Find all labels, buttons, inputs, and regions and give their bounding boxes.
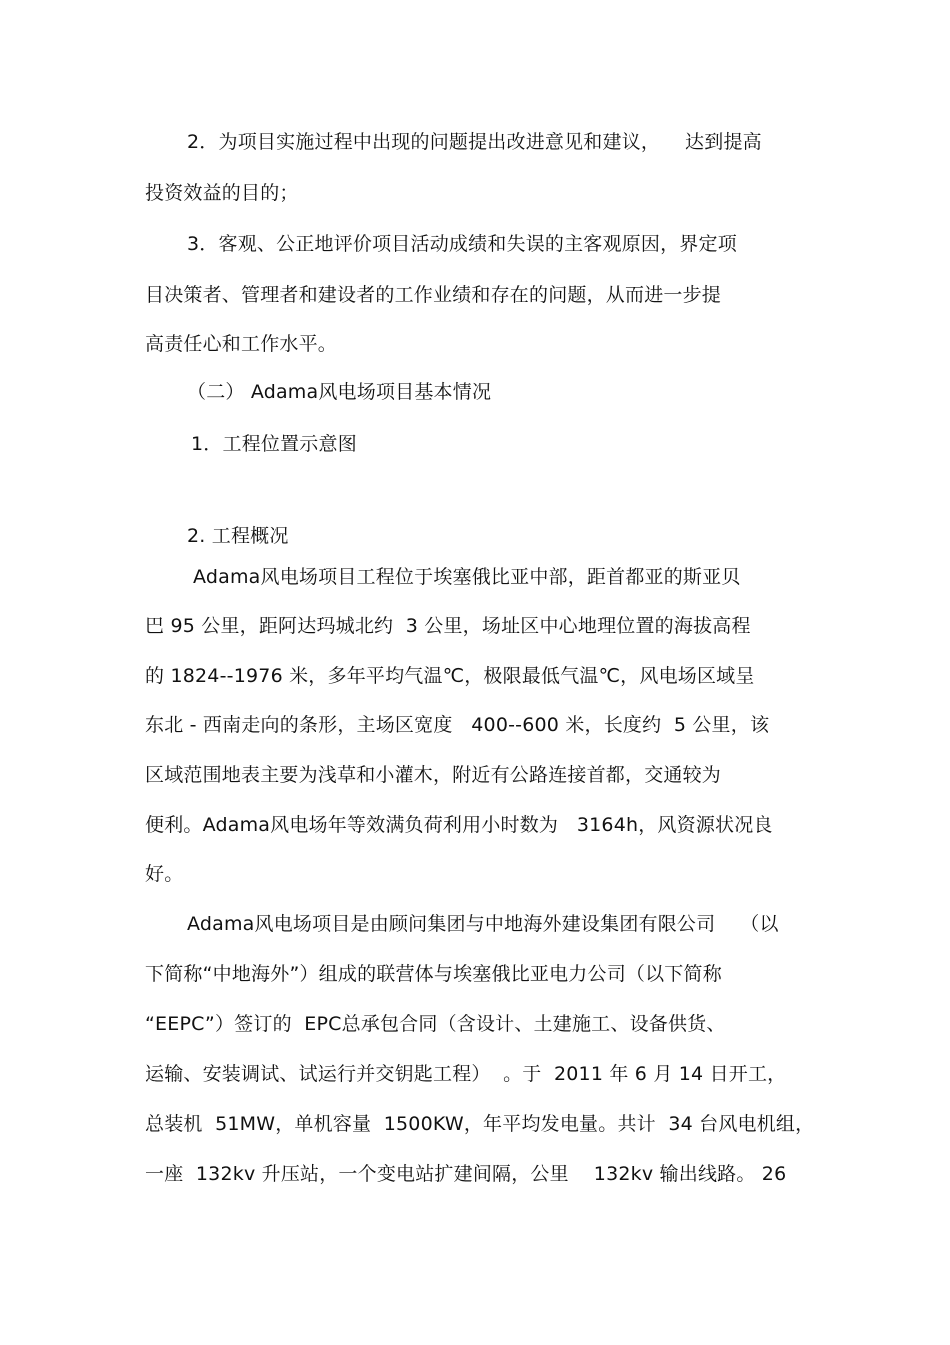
text-line-10: 巴 95 公里，距阿达玛城北约 3 公里，场址区中心地理位置的海拔高程	[145, 615, 751, 637]
text-line-4: 目决策者、管理者和建设者的工作业绩和存在的问题，从而进一步提	[145, 284, 722, 306]
text-line-12: 东北 - 西南走向的条形，主场区宽度 400--600 米，长度约 5 公里，该	[145, 714, 770, 736]
text-line-11: 的 1824--1976 米，多年平均气温℃，极限最低气温℃，风电场区域呈	[145, 665, 755, 687]
text-line-15: 好。	[145, 863, 184, 885]
text-line-2: 投资效益的目的；	[145, 182, 299, 204]
subheading-overview: 2. 工程概况	[187, 525, 289, 547]
text-line-13: 区域范围地表主要为浅草和小灌木，附近有公路连接首都，交通较为	[145, 764, 722, 786]
text-line-17: 下简称“中地海外”）组成的联营体与埃塞俄比亚电力公司（以下简称	[145, 963, 722, 985]
text-line-3: 3．客观、公正地评价项目活动成绩和失误的主客观原因，界定项	[187, 233, 737, 255]
text-line-21: 一座 132kv 升压站，一个变电站扩建间隔，公里 132kv 输出线路。 26	[145, 1163, 787, 1185]
text-line-5: 高责任心和工作水平。	[145, 333, 338, 355]
text-line-20: 总装机 51MW，单机容量 1500KW，年平均发电量。共计 34 台风电机组，	[145, 1113, 815, 1135]
text-line-1: 2．为项目实施过程中出现的问题提出改进意见和建议， 达到提高	[187, 131, 762, 153]
text-line-19: 运输、安装调试、试运行并交钥匙工程） 。于 2011 年 6 月 14 日开工，	[145, 1063, 787, 1085]
text-line-9: Adama风电场项目工程位于埃塞俄比亚中部，距首都亚的斯亚贝	[193, 566, 741, 588]
subheading-location-map: 1．工程位置示意图	[191, 433, 357, 455]
section-heading: （二） Adama风电场项目基本情况	[187, 381, 492, 403]
text-line-14: 便利。Adama风电场年等效满负荷利用小时数为 3164h，风资源状况良	[145, 814, 773, 836]
text-line-18: “EEPC”）签订的 EPC总承包合同（含设计、土建施工、设备供货、	[145, 1013, 726, 1035]
text-line-16: Adama风电场项目是由顾问集团与中地海外建设集团有限公司 （以	[187, 913, 779, 935]
